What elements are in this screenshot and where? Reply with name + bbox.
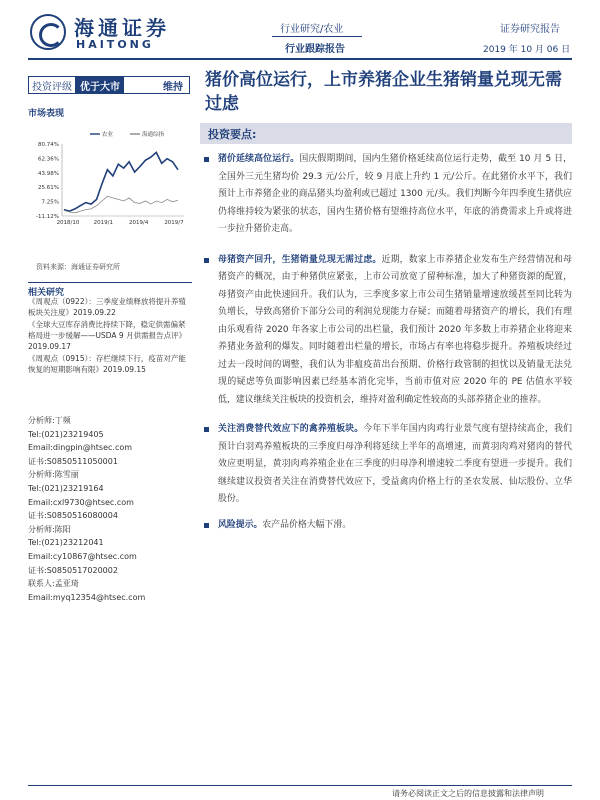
- analyst-line: 证书:S0850516080004: [28, 511, 118, 521]
- analyst-line: 分析师:丁频: [28, 416, 71, 425]
- analyst-line: 证书:S0850511050001: [28, 456, 118, 466]
- related-research-title: 相关研究: [28, 288, 65, 298]
- key-point-text: 近期，数家上市养猪企业发布生产经营情况和母猪资产的概况，由于种猪供应紧张，上市公司放宽了留种标准，加大了种猪资源的配置，母猪资产由此快速回升。我们认为，三季度多家上市公司生猪销量增速放缓甚至同比转为负增长，导致高猪价下部分公司的利润兑现能力存疑；而随着母猪资产的增长，我们有理由乐观看待 2020 年各家上市公司的出栏量，我们预计 2020 年多数上市养猪企业将迎来养猪业务盈利的爆发。同时随着出栏量的增长，市场占有率也将稳步提升。养殖板块经过过去一段时间的调整，我们认为非瘟疫苗出台预期、价格行政管制的担忧以及销量无法兑现的疑虑等负面影响因素已经基本消化完毕，当前市值对应 2020 年的 PE 估值水平较低，建议继续关注板块的投资机会，维持对盈利确定性较高的头部养猪企业的推荐。: [218, 254, 573, 405]
- key-point-lead: 风险提示。: [218, 519, 263, 530]
- logo-chinese-name: 海通证券: [74, 16, 170, 40]
- y-tick-label: 62.36%: [38, 156, 59, 163]
- chart-source: 资料来源：海通证券研究所: [36, 263, 120, 271]
- report-type: 行业跟踪报告: [285, 44, 345, 55]
- key-point-text: 今年下半年国内肉鸡行业景气度有望持续高企，我们预计白羽鸡养殖板块的三季度归母净利将延续上半年的高增速，而黄羽肉鸡对猪肉的替代效应更明显，黄羽肉鸡养殖企业在三季度的归母净利增速较二季度有望进一步提升。我们继续建议投资者关注在消费替代效应下，受益禽肉价格上行的圣农发展、仙坛股份、立华股份。: [218, 424, 573, 504]
- contact-email[interactable]: Email:myq12354@htsec.com: [28, 592, 146, 602]
- analyst-line: Tel:(021)23212041: [28, 538, 104, 548]
- rating-label: 投资评级: [29, 77, 76, 93]
- legend-label: 海通综指: [142, 132, 165, 138]
- report-category: 行业研究/农业: [280, 24, 344, 35]
- market-chart: [28, 128, 192, 232]
- x-tick-label: 2019/4: [128, 220, 149, 226]
- x-tick-label: 2019/1: [93, 220, 114, 226]
- bullet-square-icon: [204, 258, 209, 263]
- related-item[interactable]: 《全球大豆库存消费比持续下降，稳定供需偏紧格局进一步缓解——USDA 9 月供需报告点评》2019.09.17: [28, 320, 187, 351]
- key-point: [202, 252, 572, 410]
- analyst-line: 证书:S0850517020002: [28, 565, 118, 575]
- related-item[interactable]: 《周观点（0915）：存栏继续下行，疫苗对产能恢复的短期影响有限》2019.09.15: [28, 354, 186, 374]
- key-points-bar: [200, 123, 572, 144]
- report-header: [0, 0, 600, 58]
- report-title: 猪价高位运行，上市养猪企业生猪销量兑现无需过虑: [205, 70, 562, 114]
- x-tick-label: 2019/7: [164, 220, 184, 226]
- bullet-square-icon: [204, 427, 209, 432]
- analyst-line: Tel:(021)23219164: [28, 483, 104, 493]
- analyst-contacts: [28, 414, 192, 604]
- key-point-lead: 母猪资产回升，生猪销量兑现无需过虑。: [218, 254, 382, 265]
- header-divider: [272, 36, 362, 37]
- analyst-line: Tel:(021)23219405: [28, 429, 104, 439]
- report-date: 2019 年 10 月 06 日: [483, 45, 571, 55]
- y-tick-label: 43.98%: [38, 170, 59, 177]
- rating-value: 优于大市: [76, 77, 124, 93]
- legend-label: 农业: [102, 132, 114, 138]
- analyst-line: 分析师:陈阳: [28, 524, 71, 534]
- bullet-square-icon: [204, 157, 209, 162]
- key-point-lead: 猪价延续高位运行。: [218, 154, 300, 164]
- y-tick-label: -11.12%: [36, 214, 59, 220]
- related-item[interactable]: 《周观点（0922）：三季度业绩释放将提升养殖板块关注度》2019.09.22: [28, 297, 186, 317]
- related-research-list: [28, 296, 192, 376]
- report-label: 证券研究报告: [500, 24, 560, 35]
- rating-action: 维持: [163, 81, 183, 93]
- key-point-lead: 关注消费替代效应下的禽养殖板块。: [218, 424, 364, 434]
- footer-disclaimer: 请务必阅读正文之后的信息披露和法律声明: [392, 789, 544, 798]
- bullet-square-icon: [204, 523, 209, 528]
- logo-english-name: HAITONG: [76, 38, 154, 51]
- section-divider: [28, 282, 192, 283]
- key-points-label: 投资要点:: [208, 128, 257, 141]
- y-tick-label: 80.74%: [38, 142, 59, 148]
- market-chart-svg: [28, 128, 192, 232]
- analyst-line: 分析师:陈雪丽: [28, 470, 79, 480]
- analyst-email[interactable]: Email:cxl9730@htsec.com: [28, 497, 134, 507]
- investment-rating: [28, 76, 190, 94]
- contact-line: 联系人:孟亚琦: [28, 579, 79, 589]
- key-point: [202, 517, 572, 535]
- key-points-list: [202, 151, 572, 534]
- x-tick-label: 2018/10: [56, 220, 80, 226]
- key-point: [202, 421, 572, 509]
- key-point: [202, 151, 572, 239]
- y-tick-label: 25.61%: [38, 185, 59, 192]
- market-performance-title: 市场表现: [28, 109, 65, 119]
- y-tick-label: 7.25%: [41, 199, 59, 206]
- key-point-text: 农产品价格大幅下滑。: [262, 519, 352, 530]
- analyst-email[interactable]: Email:cy10867@htsec.com: [28, 551, 137, 561]
- footer-rule: [28, 785, 572, 786]
- haitong-logo-icon: [30, 14, 66, 50]
- analyst-email[interactable]: Email:dingpin@htsec.com: [28, 443, 133, 453]
- key-point-text: 国庆假期期间，国内生猪价格延续高位运行走势，截至 10 月 5 日，全国外三元生猪均价 29.3 元/公斤，较 9 月底上升约 1 元/公斤。在此猪价水平下，我们预计上市养猪企业的商品猪头均盈利或已超过 1300 元/头。我们判断今年四季度生猪供应仍将维持较为紧张的状态，国内生猪价格有望维持高位水平，年底的消费需求上升或将进一步拉升猪价走高。: [218, 154, 572, 234]
- header-rule: [28, 58, 572, 60]
